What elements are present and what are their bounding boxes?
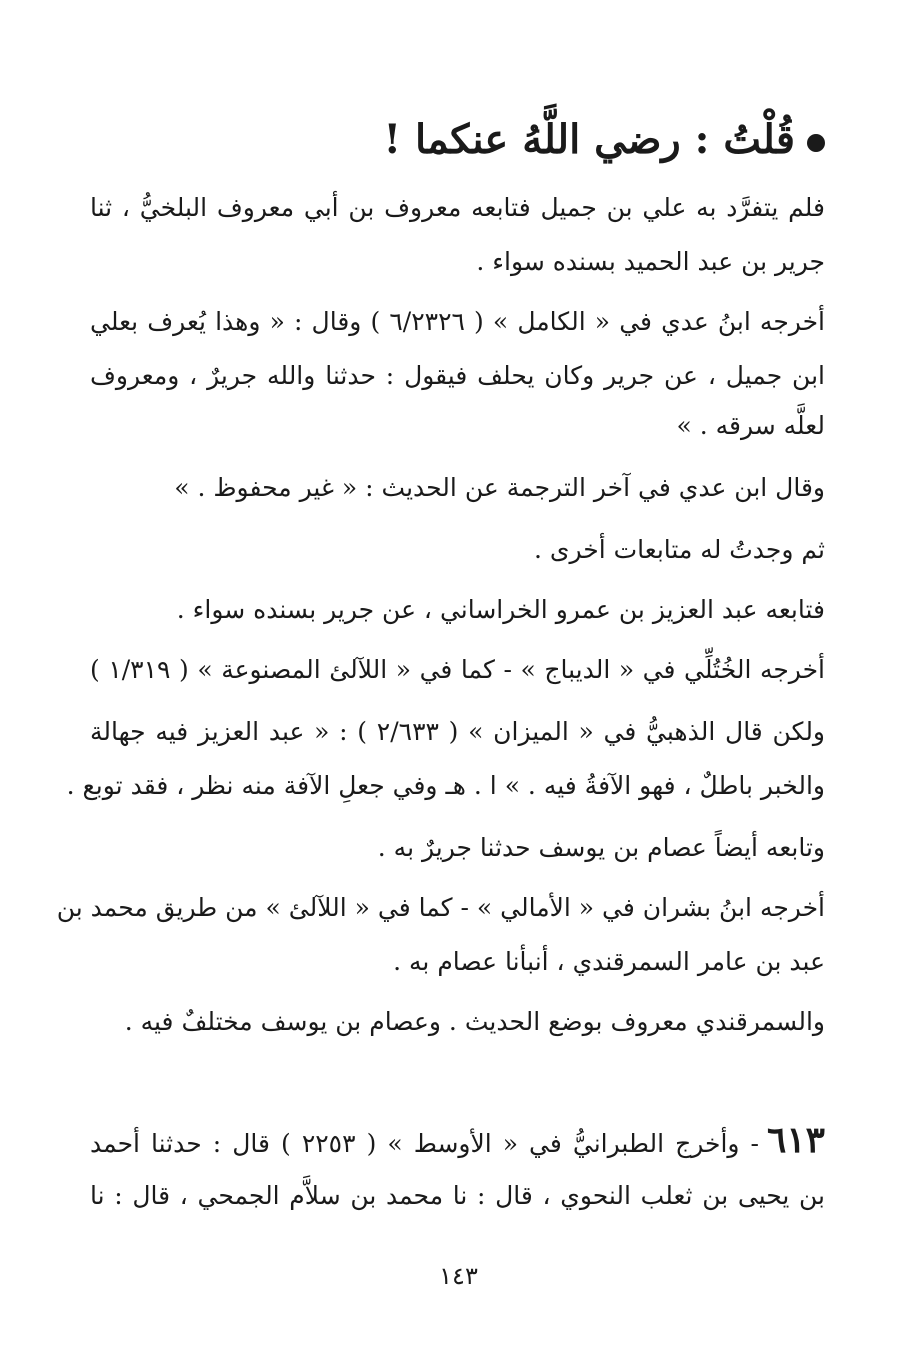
hadith-line: [90, 1120, 825, 1164]
text-line: والخبر باطلٌ ، فهو الآفةُ فيه . » ا . هـ وفي جعلِ الآفة منه نظر ، فقد توبع .: [66, 771, 825, 800]
text-line: أخرجه ابنُ بشران في « الأمالي » - كما في « اللآلئ » من طريق محمد بن: [56, 893, 825, 922]
text-line: أخرجه الخُتُلِّي في « الديباج » - كما في « اللآلئ المصنوعة » ( ١/٣١٩ ): [90, 655, 826, 684]
bullet-icon: [807, 134, 825, 152]
hadith-number: ٦١٣: [766, 1119, 825, 1161]
text-line: ثم وجدتُ له متابعات أخرى .: [534, 535, 825, 564]
text-line: والسمرقندي معروف بوضع الحديث . وعصام بن يوسف مختلفٌ فيه .: [124, 1007, 825, 1036]
section-heading: [125, 112, 825, 168]
hadith-text: - وأخرج الطبرانيُّ في « الأوسط » ( ٢٢٥٣ ) قال : حدثنا أحمد: [90, 1129, 759, 1158]
text-line: ابن جميل ، عن جرير وكان يحلف فيقول : حدثنا والله جريرٌ ، ومعروف: [90, 361, 825, 390]
text-line: جرير بن عبد الحميد بسنده سواء .: [476, 247, 825, 276]
text-line: وتابعه أيضاً عصام بن يوسف حدثنا جريرٌ به .: [377, 833, 825, 862]
text-line: فلم يتفرَّد به علي بن جميل فتابعه معروف بن أبي معروف البلخيُّ ، ثنا: [90, 193, 825, 222]
text-line: أخرجه ابنُ عدي في « الكامل » ( ٦/٢٣٢٦ ) وقال : « وهذا يُعرف بعلي: [90, 307, 825, 336]
text-line: ولكن قال الذهبيُّ في « الميزان » ( ٢/٦٣٣ ) : « عبد العزيز فيه جهالة: [90, 717, 826, 746]
heading-text: قُلْتُ : رضي اللَّهُ عنكما !: [383, 116, 795, 163]
text-line: وقال ابن عدي في آخر الترجمة عن الحديث : « غير محفوظ . »: [174, 473, 825, 502]
hadith-line: بن يحيى بن ثعلب النحوي ، قال : نا محمد بن سلاَّم الجمحي ، قال : نا: [90, 1181, 825, 1210]
text-line: فتابعه عبد العزيز بن عمرو الخراساني ، عن جرير بسنده سواء .: [176, 595, 825, 624]
text-line: لعلَّه سرقه . »: [676, 411, 825, 440]
text-line: عبد بن عامر السمرقندي ، أنبأنا عصام به .: [393, 947, 825, 976]
page-number: ١٤٣: [439, 1262, 478, 1290]
